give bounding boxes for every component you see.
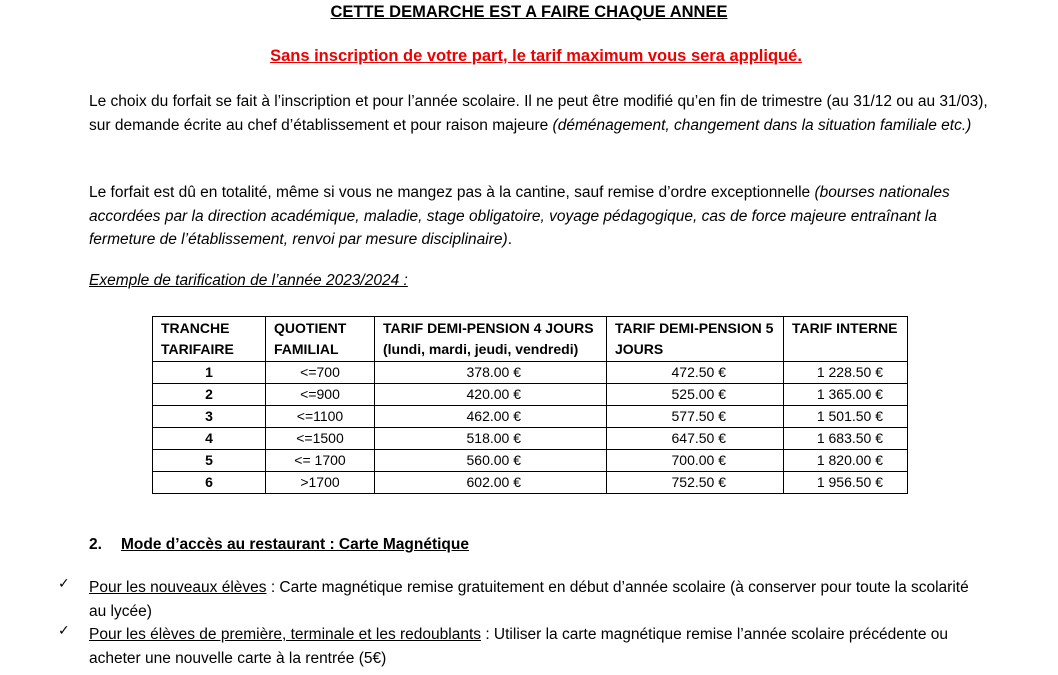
cell-dp4: 602.00 € — [375, 472, 607, 494]
header-interne: TARIF INTERNE — [784, 317, 908, 362]
cell-quotient: >1700 — [266, 472, 375, 494]
bullet-label: Pour les nouveaux élèves — [89, 579, 267, 596]
paragraph-forfait-choice — [89, 90, 994, 137]
cell-interne: 1 956.50 € — [784, 472, 908, 494]
bullet-text — [89, 623, 989, 670]
checkmark-icon: ✓ — [58, 623, 70, 639]
cell-dp4: 560.00 € — [375, 450, 607, 472]
example-title: Exemple de tarification de l’année 2023/2024 : — [89, 272, 408, 289]
header-tranche: TRANCHE TARIFAIRE — [153, 317, 266, 362]
cell-tranche: 4 — [153, 428, 266, 450]
cell-dp4: 518.00 € — [375, 428, 607, 450]
header-quotient: QUOTIENT FAMILIAL — [266, 317, 375, 362]
cell-tranche: 3 — [153, 406, 266, 428]
cell-interne: 1 683.50 € — [784, 428, 908, 450]
paragraph-italic: (bourses nationales accordées par la direction académique, maladie, stage obligatoire, voyage pédagogique, cas de force majeure entraînant la fermeture de l’établissement, renvoi par mesure disciplinaire) — [89, 184, 950, 248]
cell-quotient: <=1500 — [266, 428, 375, 450]
cell-dp5: 700.00 € — [607, 450, 784, 472]
cell-interne: 1 365.00 € — [784, 384, 908, 406]
header-dp4: TARIF DEMI-PENSION 4 JOURS (lundi, mardi, jeudi, vendredi) — [375, 317, 607, 362]
cell-dp4: 420.00 € — [375, 384, 607, 406]
paragraph-forfait-due — [89, 181, 994, 252]
cell-dp4: 462.00 € — [375, 406, 607, 428]
tarif-table — [152, 316, 908, 494]
section-number: 2. — [89, 536, 102, 553]
cell-quotient: <=900 — [266, 384, 375, 406]
bullet-label: Pour les élèves de première, terminale et les redoublants — [89, 626, 482, 643]
cell-interne: 1 501.50 € — [784, 406, 908, 428]
table-row — [153, 472, 908, 494]
cell-interne: 1 228.50 € — [784, 362, 908, 384]
header-dp5: TARIF DEMI-PENSION 5 JOURS — [607, 317, 784, 362]
table-row — [153, 406, 908, 428]
warning-text: Sans inscription de votre part, le tarif maximum vous sera appliqué. — [270, 47, 802, 65]
table-row — [153, 428, 908, 450]
cell-dp4: 378.00 € — [375, 362, 607, 384]
cell-quotient: <=700 — [266, 362, 375, 384]
cell-tranche: 6 — [153, 472, 266, 494]
section-heading — [89, 536, 469, 554]
paragraph-text: Le choix du forfait se fait à l’inscription et pour l’année scolaire. Il ne peut être modifié qu’en fin de trimestre (au 31/12 ou au 31/03), sur demande écrite au chef d’établissement et pour raison majeure — [89, 93, 988, 134]
bullet-text — [89, 576, 989, 623]
cell-quotient: <=1100 — [266, 406, 375, 428]
paragraph-italic: (déménagement, changement dans la situation familiale etc.) — [552, 116, 972, 134]
table-row — [153, 384, 908, 406]
cell-tranche: 1 — [153, 362, 266, 384]
paragraph-text: Le forfait est dû en totalité, même si vous ne mangez pas à la cantine, sauf remise d’ordre exceptionnelle — [89, 184, 815, 201]
paragraph-end: . — [507, 231, 512, 248]
cell-tranche: 5 — [153, 450, 266, 472]
table-row — [153, 450, 908, 472]
page-heading: CETTE DEMARCHE EST A FAIRE CHAQUE ANNEE — [330, 3, 728, 21]
cell-tranche: 2 — [153, 384, 266, 406]
table-header-row — [153, 317, 908, 362]
cell-dp5: 577.50 € — [607, 406, 784, 428]
table-row — [153, 362, 908, 384]
checkmark-icon: ✓ — [58, 576, 70, 592]
bullet-body: : Carte magnétique remise gratuitement en début d’année scolaire (à conserver pour toute la scolarité au lycée) — [89, 579, 969, 620]
cell-quotient: <= 1700 — [266, 450, 375, 472]
cell-interne: 1 820.00 € — [784, 450, 908, 472]
cell-dp5: 752.50 € — [607, 472, 784, 494]
cell-dp5: 525.00 € — [607, 384, 784, 406]
bullet-body: : Utiliser la carte magnétique remise l’année scolaire précédente ou acheter une nouvelle carte à la rentrée (5€) — [89, 626, 948, 667]
cell-dp5: 472.50 € — [607, 362, 784, 384]
cell-dp5: 647.50 € — [607, 428, 784, 450]
section-title: Mode d’accès au restaurant : Carte Magnétique — [121, 536, 469, 553]
